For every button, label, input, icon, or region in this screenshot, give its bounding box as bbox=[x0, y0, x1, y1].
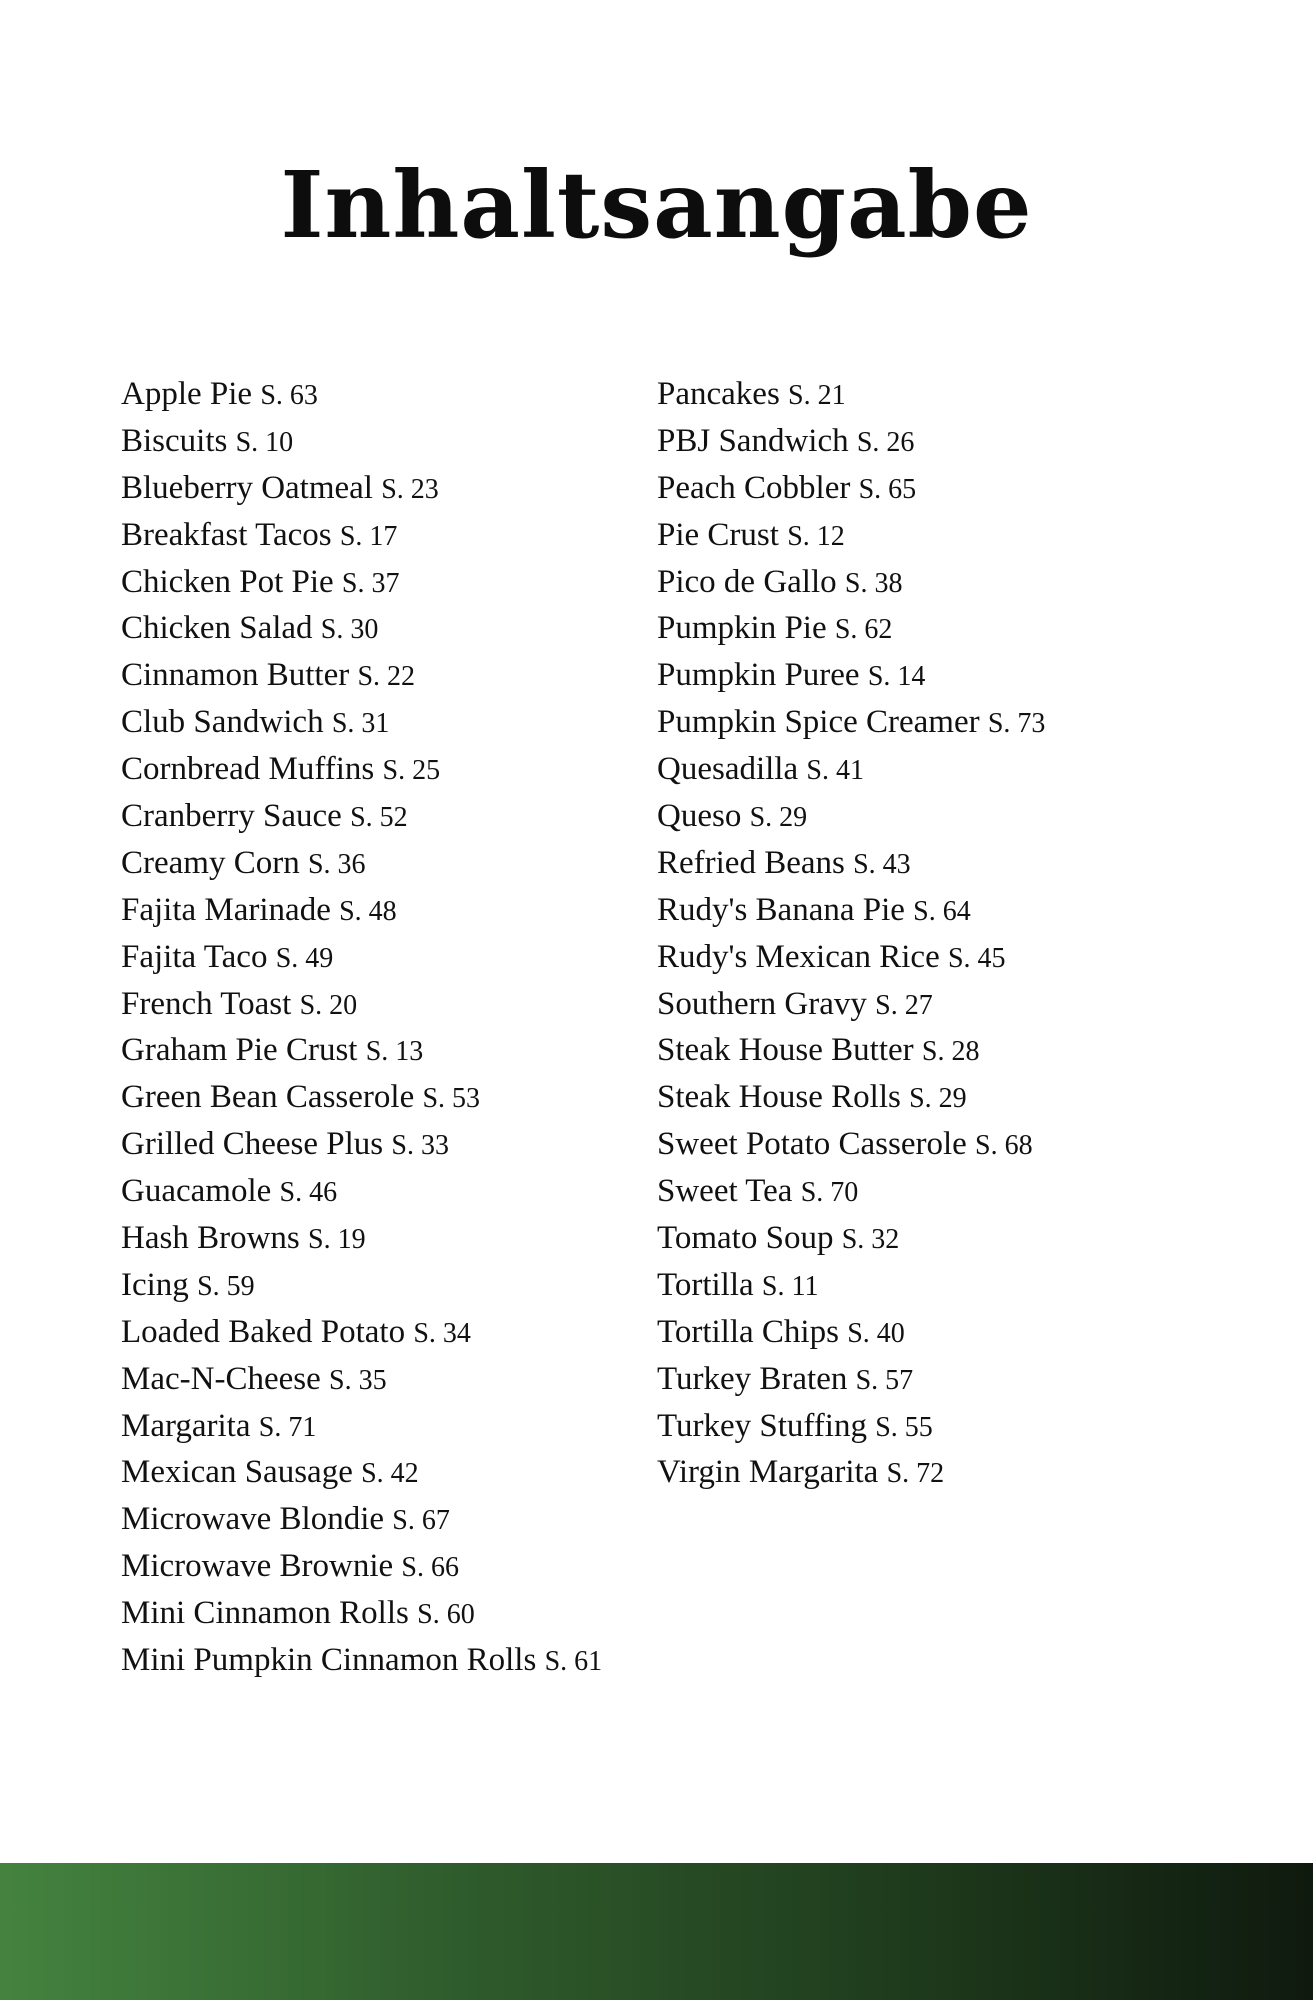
toc-entry bbox=[657, 371, 1045, 418]
toc-entry-title: Creamy Corn bbox=[121, 844, 300, 881]
toc-entry-title: Hash Browns bbox=[121, 1220, 300, 1257]
toc-entry bbox=[121, 981, 602, 1028]
toc-entry-page: S. 73 bbox=[987, 708, 1046, 740]
toc-entry-page: S. 12 bbox=[787, 520, 845, 552]
toc-entry-page: S. 46 bbox=[279, 1177, 338, 1209]
toc-entry-page: S. 71 bbox=[258, 1411, 317, 1443]
toc-entry-page: S. 29 bbox=[749, 802, 808, 834]
toc-entry-page: S. 40 bbox=[847, 1317, 905, 1349]
toc-entry bbox=[657, 1356, 1045, 1403]
toc-entry-page: S. 22 bbox=[357, 661, 416, 693]
toc-entry-page: S. 57 bbox=[855, 1364, 914, 1396]
toc-entry bbox=[121, 1262, 602, 1309]
toc-entry-page: S. 37 bbox=[341, 567, 400, 599]
toc-entry-page: S. 35 bbox=[329, 1364, 387, 1396]
toc-entry bbox=[121, 1590, 602, 1637]
toc-entry bbox=[121, 371, 602, 418]
toc-entry-page: S. 10 bbox=[235, 426, 294, 458]
toc-left-column bbox=[121, 371, 602, 1684]
toc-entry-page: S. 38 bbox=[844, 567, 903, 599]
toc-entry-title: Refried Beans bbox=[657, 844, 845, 881]
toc-entry bbox=[657, 605, 1045, 652]
toc-entry-page: S. 55 bbox=[875, 1411, 933, 1443]
toc-entry-page: S. 49 bbox=[275, 942, 334, 974]
toc-entry bbox=[657, 887, 1045, 934]
toc-entry bbox=[121, 465, 602, 512]
toc-entry-page: S. 21 bbox=[788, 380, 846, 411]
toc-entry-page: S. 19 bbox=[308, 1224, 366, 1256]
toc-entry-title: Cranberry Sauce bbox=[121, 798, 342, 835]
toc-entry bbox=[121, 699, 602, 746]
page-title: Inhaltsangabe bbox=[280, 151, 1033, 259]
toc-entry-page: S. 60 bbox=[417, 1599, 475, 1631]
toc-entry-title: Cinnamon Butter bbox=[121, 657, 350, 694]
toc-entry-page: S. 26 bbox=[856, 426, 915, 458]
toc-entry bbox=[121, 887, 602, 934]
toc-entry bbox=[657, 465, 1045, 512]
toc-entry bbox=[657, 1074, 1045, 1121]
toc-entry-title: Icing bbox=[121, 1266, 189, 1303]
toc-entry-page: S. 42 bbox=[361, 1458, 419, 1490]
toc-entry-title: Fajita Marinade bbox=[121, 891, 331, 928]
toc-entry-page: S. 34 bbox=[413, 1317, 471, 1349]
toc-entry-title: Breakfast Tacos bbox=[121, 516, 332, 553]
toc-entry-title: Peach Cobbler bbox=[657, 469, 851, 506]
toc-entry-page: S. 27 bbox=[875, 989, 933, 1021]
toc-entry-title: Biscuits bbox=[121, 422, 228, 459]
toc-entry-title: Pumpkin Puree bbox=[657, 657, 860, 694]
toc-entry-title: Microwave Brownie bbox=[121, 1548, 394, 1585]
toc-entry bbox=[121, 1121, 602, 1168]
toc-entry-page: S. 45 bbox=[947, 942, 1006, 974]
toc-entry-title: Pie Crust bbox=[657, 516, 779, 553]
toc-entry-page: S. 67 bbox=[392, 1505, 450, 1537]
toc-entry-title: Steak House Butter bbox=[657, 1032, 914, 1069]
toc-entry bbox=[657, 840, 1045, 887]
toc-entry-title: Pumpkin Pie bbox=[657, 610, 827, 647]
toc-right-column bbox=[657, 371, 1045, 1496]
toc-entry-page: S. 62 bbox=[834, 614, 893, 646]
toc-entry-title: Mac-N-Cheese bbox=[121, 1360, 321, 1397]
toc-entry-title: Guacamole bbox=[121, 1173, 272, 1210]
toc-entry-title: Blueberry Oatmeal bbox=[121, 469, 373, 506]
toc-entry-page: S. 20 bbox=[299, 989, 358, 1021]
toc-entry bbox=[657, 934, 1045, 981]
toc-entry-title: Queso bbox=[657, 798, 742, 835]
toc-entry-title: Tortilla bbox=[657, 1266, 754, 1303]
toc-entry bbox=[657, 559, 1045, 606]
toc-entry-page: S. 43 bbox=[853, 848, 911, 880]
toc-entry-page: S. 25 bbox=[382, 755, 441, 787]
toc-entry bbox=[121, 746, 602, 793]
toc-entry-page: S. 66 bbox=[401, 1552, 459, 1584]
toc-entry bbox=[657, 699, 1045, 746]
toc-entry-page: S. 31 bbox=[331, 708, 390, 740]
toc-entry-title: Fajita Taco bbox=[121, 938, 268, 975]
toc-entry-title: Tomato Soup bbox=[657, 1220, 834, 1257]
toc-entry bbox=[121, 1403, 602, 1450]
toc-entry-page: S. 72 bbox=[886, 1458, 945, 1490]
toc-entry bbox=[121, 559, 602, 606]
toc-entry bbox=[121, 1168, 602, 1215]
toc-entry bbox=[657, 512, 1045, 559]
toc-entry-title: Virgin Margarita bbox=[657, 1454, 879, 1491]
toc-entry bbox=[657, 981, 1045, 1028]
toc-entry-page: S. 65 bbox=[858, 473, 917, 505]
toc-entry-title: Microwave Blondie bbox=[121, 1501, 385, 1538]
toc-entry bbox=[121, 1637, 602, 1684]
toc-entry-title: Cornbread Muffins bbox=[121, 751, 375, 788]
toc-entry-title: Tortilla Chips bbox=[657, 1313, 839, 1350]
toc-entry-title: Chicken Salad bbox=[121, 610, 313, 647]
toc-entry-title: Apple Pie bbox=[121, 376, 253, 412]
toc-entry-page: S. 14 bbox=[867, 661, 926, 693]
toc-entry bbox=[657, 1262, 1045, 1309]
toc-entry-title: Chicken Pot Pie bbox=[121, 563, 334, 600]
toc-entry-title: Club Sandwich bbox=[121, 704, 324, 741]
toc-entry-page: S. 17 bbox=[339, 520, 398, 552]
toc-entry-page: S. 11 bbox=[761, 1270, 819, 1302]
toc-entry-title: Mini Pumpkin Cinnamon Rolls bbox=[121, 1642, 537, 1679]
toc-entry-title: PBJ Sandwich bbox=[657, 422, 849, 459]
toc-entry-title: Sweet Potato Casserole bbox=[657, 1126, 967, 1163]
toc-entry-page: S. 33 bbox=[391, 1130, 449, 1162]
toc-entry bbox=[121, 1215, 602, 1262]
toc-entry-title: French Toast bbox=[121, 985, 292, 1022]
toc-entry bbox=[657, 746, 1045, 793]
toc-entry bbox=[121, 934, 602, 981]
toc-entry-page: S. 59 bbox=[197, 1270, 255, 1302]
toc-entry bbox=[657, 1168, 1045, 1215]
toc-entry-page: S. 36 bbox=[307, 848, 366, 880]
toc-entry-title: Quesadilla bbox=[657, 751, 799, 788]
toc-entry-page: S. 29 bbox=[909, 1083, 967, 1115]
toc-entry bbox=[121, 1356, 602, 1403]
footer-gradient-bar bbox=[0, 1863, 1313, 2000]
toc-entry bbox=[121, 840, 602, 887]
toc-entry bbox=[121, 605, 602, 652]
toc-entry-title: Sweet Tea bbox=[657, 1173, 793, 1210]
toc-entry bbox=[657, 1309, 1045, 1356]
toc-entry-page: S. 13 bbox=[365, 1036, 424, 1068]
toc-entry-page: S. 68 bbox=[975, 1130, 1033, 1162]
toc-entry-title: Margarita bbox=[121, 1407, 251, 1444]
toc-entry bbox=[121, 418, 602, 465]
toc-entry bbox=[121, 793, 602, 840]
toc-entry bbox=[121, 1496, 602, 1543]
toc-entry bbox=[657, 1215, 1045, 1262]
toc-entry-page: S. 52 bbox=[350, 802, 408, 834]
toc-entry-page: S. 61 bbox=[544, 1646, 603, 1678]
toc-entry bbox=[121, 512, 602, 559]
toc-entry-title: Pumpkin Spice Creamer bbox=[657, 704, 980, 741]
toc-entry bbox=[121, 1543, 602, 1590]
toc-entry bbox=[657, 418, 1045, 465]
toc-entry-page: S. 70 bbox=[800, 1177, 859, 1209]
toc-entry-title: Southern Gravy bbox=[657, 985, 867, 1022]
toc-entry bbox=[121, 1074, 602, 1121]
toc-entry bbox=[121, 1027, 602, 1074]
toc-entry bbox=[657, 1121, 1045, 1168]
toc-entry-title: Loaded Baked Potato bbox=[121, 1313, 406, 1350]
toc-entry-title: Green Bean Casserole bbox=[121, 1079, 415, 1116]
toc-entry bbox=[657, 1403, 1045, 1450]
toc-entry-page: S. 28 bbox=[921, 1036, 980, 1068]
toc-entry-page: S. 53 bbox=[422, 1083, 481, 1115]
toc-entry-title: Graham Pie Crust bbox=[121, 1032, 358, 1069]
toc-entry-title: Mexican Sausage bbox=[121, 1454, 353, 1491]
toc-entry-title: Grilled Cheese Plus bbox=[121, 1126, 384, 1163]
toc-entry-title: Rudy's Banana Pie bbox=[657, 891, 905, 928]
toc-entry bbox=[121, 1309, 602, 1356]
toc-entry-page: S. 41 bbox=[806, 755, 864, 787]
toc-entry bbox=[657, 793, 1045, 840]
toc-entry-page: S. 48 bbox=[339, 895, 397, 927]
toc-entry-page: S. 32 bbox=[841, 1224, 900, 1256]
toc-entry-title: Pancakes bbox=[657, 376, 780, 412]
toc-entry-page: S. 64 bbox=[913, 895, 971, 927]
toc-entry-page: S. 63 bbox=[260, 380, 318, 411]
toc-entry bbox=[121, 652, 602, 699]
toc-entry bbox=[121, 1449, 602, 1496]
toc-entry bbox=[657, 1027, 1045, 1074]
toc-entry-title: Turkey Braten bbox=[657, 1360, 848, 1397]
toc-entry-title: Steak House Rolls bbox=[657, 1079, 901, 1116]
toc-entry-page: S. 30 bbox=[320, 614, 379, 646]
toc-entry bbox=[657, 1449, 1045, 1496]
toc-entry-title: Turkey Stuffing bbox=[657, 1407, 867, 1444]
toc-entry-title: Mini Cinnamon Rolls bbox=[121, 1595, 409, 1632]
toc-entry-title: Pico de Gallo bbox=[657, 563, 837, 600]
toc-entry bbox=[657, 652, 1045, 699]
toc-entry-page: S. 23 bbox=[381, 473, 439, 505]
toc-entry-title: Rudy's Mexican Rice bbox=[657, 938, 940, 975]
